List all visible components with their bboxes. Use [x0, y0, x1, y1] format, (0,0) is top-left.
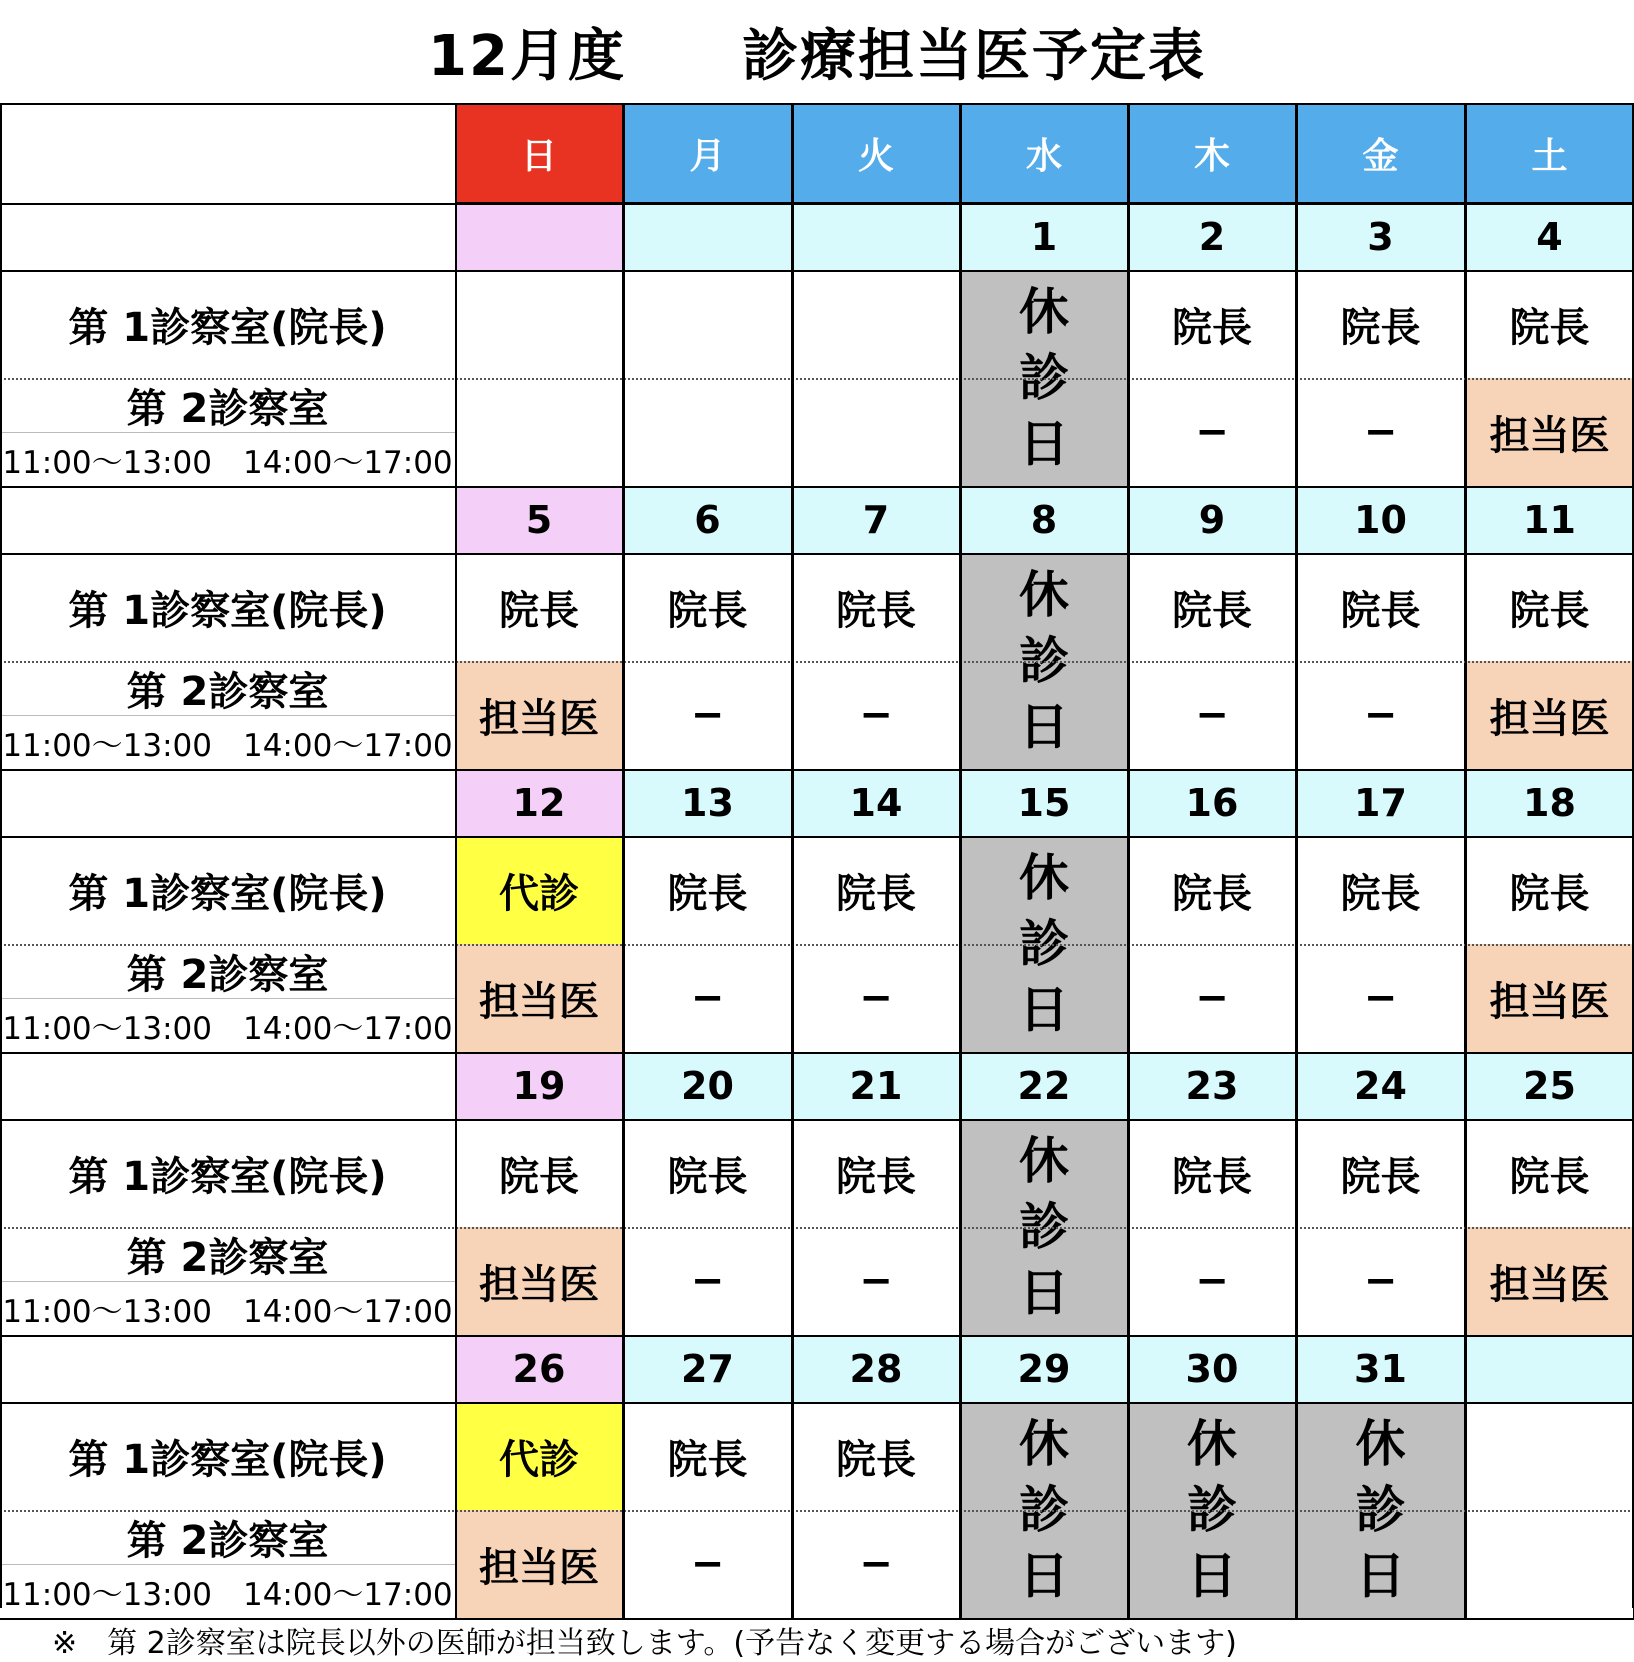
room1-cell: [792, 270, 960, 378]
date-cell: 19: [455, 1052, 623, 1119]
room2-cell: 担当医: [455, 661, 623, 769]
date-cell: 17: [1296, 769, 1465, 836]
room2-cell: 担当医: [1465, 661, 1634, 769]
room2-cell: −: [623, 944, 792, 1052]
room1-label: 第 1診察室(院長): [68, 1153, 387, 1200]
room2-cell: −: [1128, 944, 1296, 1052]
closed-char: 診: [1187, 1481, 1237, 1539]
date-cell: 6: [623, 486, 792, 553]
room1-cell: 院長: [1128, 836, 1296, 944]
grid-line: [0, 103, 2, 1608]
closed-char: 休: [1019, 1132, 1069, 1190]
closed-char: 日: [1019, 981, 1069, 1039]
grid-line: [792, 103, 794, 1618]
room1-label: 第 1診察室(院長): [68, 587, 387, 634]
closed-char: 休: [1355, 1415, 1406, 1473]
date-cell: 10: [1296, 486, 1465, 553]
date-cell: 9: [1128, 486, 1296, 553]
room2-cell: −: [623, 661, 792, 769]
room2-label: 第 2診察室: [126, 668, 329, 715]
date-cell: 12: [455, 769, 623, 836]
grid-line: [0, 769, 1634, 771]
grid-line: [0, 1335, 1634, 1337]
room1-cell: 院長: [792, 1402, 960, 1510]
date-cell: 30: [1128, 1335, 1296, 1402]
weekday-header: 金: [1296, 103, 1465, 203]
grid-line: [0, 661, 1634, 663]
room2-cell: 担当医: [1465, 378, 1634, 486]
closed-char: 診: [1019, 915, 1069, 973]
date-cell: 31: [1296, 1335, 1465, 1402]
room1-cell: [1465, 1402, 1634, 1510]
closed-char: 日: [1187, 1547, 1237, 1605]
date-cell: 29: [960, 1335, 1128, 1402]
room1-cell: 院長: [623, 553, 792, 661]
room2-cell: [1465, 1510, 1634, 1618]
grid-line: [0, 715, 455, 716]
date-cell: 24: [1296, 1052, 1465, 1119]
room2-cell: −: [1128, 1227, 1296, 1335]
room1-cell: 院長: [1465, 553, 1634, 661]
room1-cell: 院長: [792, 553, 960, 661]
closed-char: 診: [1019, 1198, 1069, 1256]
hours-label: 11:00〜13:00 14:00〜17:00: [2, 727, 453, 764]
date-cell: 8: [960, 486, 1128, 553]
room2-cell: −: [1296, 944, 1465, 1052]
grid-line: [1296, 103, 1298, 1618]
weekday-header: 土: [1465, 103, 1634, 203]
room2-cell: 担当医: [455, 1227, 623, 1335]
grid-line: [623, 103, 625, 1618]
room1-cell: [623, 270, 792, 378]
hours-label: 11:00〜13:00 14:00〜17:00: [2, 1576, 453, 1613]
room1-cell: 院長: [623, 1119, 792, 1227]
grid-line: [0, 270, 1634, 272]
room1-cell: 院長: [1128, 553, 1296, 661]
grid-line: [0, 553, 1634, 555]
date-cell: 23: [1128, 1052, 1296, 1119]
closed-char: 日: [1019, 1547, 1069, 1605]
closed-char: 日: [1019, 1264, 1069, 1322]
date-cell: 11: [1465, 486, 1634, 553]
closed-char: 日: [1355, 1547, 1406, 1605]
date-cell: 5: [455, 486, 623, 553]
room1-label: 第 1診察室(院長): [68, 870, 387, 917]
date-cell: 13: [623, 769, 792, 836]
hours-label: 11:00〜13:00 14:00〜17:00: [2, 1293, 453, 1330]
grid-line: [0, 944, 1634, 946]
room2-cell: −: [1296, 1227, 1465, 1335]
grid-line: [0, 203, 1634, 205]
closed-char: 休: [1019, 566, 1069, 624]
closed-char: 休: [1019, 283, 1069, 341]
room1-cell: 院長: [1128, 1119, 1296, 1227]
room2-label: 第 2診察室: [126, 951, 329, 998]
room2-cell: −: [792, 1227, 960, 1335]
date-cell: 28: [792, 1335, 960, 1402]
room2-cell: 担当医: [1465, 1227, 1634, 1335]
room1-label: 第 1診察室(院長): [68, 1436, 387, 1483]
date-cell: 7: [792, 486, 960, 553]
room1-cell: 院長: [1296, 270, 1465, 378]
room1-cell: [455, 270, 623, 378]
closed-char: 診: [1355, 1481, 1406, 1539]
room2-cell: −: [1128, 661, 1296, 769]
room2-label: 第 2診察室: [126, 385, 329, 432]
grid-line: [960, 103, 962, 1618]
room2-cell: −: [792, 661, 960, 769]
grid-line: [0, 103, 1634, 105]
closed-char: 診: [1019, 632, 1069, 690]
date-cell: 14: [792, 769, 960, 836]
closed-char: 休: [1019, 849, 1069, 907]
date-cell: 4: [1465, 203, 1634, 270]
weekday-header: 月: [623, 103, 792, 203]
date-cell: [623, 203, 792, 270]
grid-line: [0, 1119, 1634, 1121]
weekday-header: 水: [960, 103, 1128, 203]
date-cell: 3: [1296, 203, 1465, 270]
room2-cell: −: [623, 1510, 792, 1618]
date-cell: [792, 203, 960, 270]
room1-cell: 院長: [455, 1119, 623, 1227]
grid-line: [0, 836, 1634, 838]
room2-cell: 担当医: [455, 1510, 623, 1618]
date-cell: 25: [1465, 1052, 1634, 1119]
grid-line: [1128, 103, 1130, 1618]
grid-line: [0, 1227, 1634, 1229]
page-title: 12月度 診療担当医予定表: [428, 23, 1206, 89]
grid-line: [0, 486, 1634, 488]
grid-line: [0, 1052, 1634, 1054]
room2-cell: [792, 378, 960, 486]
date-cell: 26: [455, 1335, 623, 1402]
room2-cell: 担当医: [455, 944, 623, 1052]
grid-line: [0, 1564, 455, 1565]
closed-char: 日: [1019, 698, 1069, 756]
date-cell: 27: [623, 1335, 792, 1402]
room2-label: 第 2診察室: [126, 1517, 329, 1564]
footnote: ※ 第 2診察室は院長以外の医師が担当致します。(予告なく変更する場合がございます): [52, 1626, 1237, 1661]
date-cell: 16: [1128, 769, 1296, 836]
room2-cell: −: [792, 1510, 960, 1618]
grid-line: [0, 1281, 455, 1282]
date-cell: [455, 203, 623, 270]
room1-cell: 院長: [792, 836, 960, 944]
room2-cell: −: [623, 1227, 792, 1335]
grid-line: [0, 378, 1634, 380]
grid-line: [0, 1402, 1634, 1404]
date-cell: 1: [960, 203, 1128, 270]
room1-cell: 代診: [455, 836, 623, 944]
date-cell: 21: [792, 1052, 960, 1119]
room2-cell: 担当医: [1465, 944, 1634, 1052]
weekday-header: 火: [792, 103, 960, 203]
closed-char: 診: [1019, 349, 1069, 407]
hours-label: 11:00〜13:00 14:00〜17:00: [2, 444, 453, 481]
grid-line: [0, 998, 455, 999]
closed-char: 休: [1019, 1415, 1069, 1473]
room1-cell: 院長: [623, 1402, 792, 1510]
grid-line: [1465, 103, 1467, 1618]
date-cell: 18: [1465, 769, 1634, 836]
room1-cell: 院長: [1465, 1119, 1634, 1227]
room1-cell: 院長: [1128, 270, 1296, 378]
grid-line: [0, 432, 455, 433]
room1-cell: 院長: [1465, 270, 1634, 378]
grid-line: [455, 103, 457, 1618]
room1-cell: 院長: [792, 1119, 960, 1227]
room2-cell: [623, 378, 792, 486]
room1-cell: 院長: [455, 553, 623, 661]
room1-cell: 院長: [1296, 1119, 1465, 1227]
weekday-header: 木: [1128, 103, 1296, 203]
room1-label: 第 1診察室(院長): [68, 304, 387, 351]
closed-char: 診: [1019, 1481, 1069, 1539]
room1-cell: 代診: [455, 1402, 623, 1510]
closed-char: 日: [1019, 415, 1069, 473]
date-cell: [1465, 1335, 1634, 1402]
room1-cell: 院長: [1296, 553, 1465, 661]
room2-cell: −: [1296, 661, 1465, 769]
room2-label: 第 2診察室: [126, 1234, 329, 1281]
hours-label: 11:00〜13:00 14:00〜17:00: [2, 1010, 453, 1047]
room1-cell: 院長: [1296, 836, 1465, 944]
closed-char: 休: [1187, 1415, 1237, 1473]
room2-cell: [455, 378, 623, 486]
room1-cell: 院長: [1465, 836, 1634, 944]
room2-cell: −: [1296, 378, 1465, 486]
room2-cell: −: [792, 944, 960, 1052]
room1-cell: 院長: [623, 836, 792, 944]
date-cell: 15: [960, 769, 1128, 836]
room2-cell: −: [1128, 378, 1296, 486]
date-cell: 22: [960, 1052, 1128, 1119]
date-cell: 20: [623, 1052, 792, 1119]
date-cell: 2: [1128, 203, 1296, 270]
weekday-header: 日: [455, 103, 623, 203]
grid-line: [0, 1510, 1634, 1512]
